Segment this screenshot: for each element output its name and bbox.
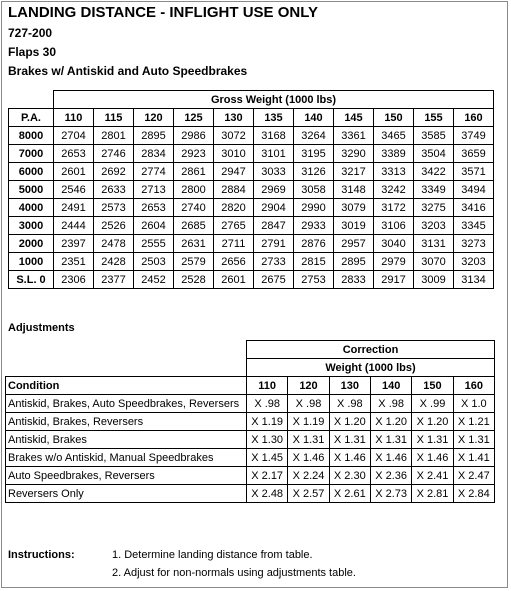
distance-cell: 2503 bbox=[134, 253, 174, 271]
correction-cell: X 1.19 bbox=[288, 413, 329, 431]
distance-cell: 2555 bbox=[134, 235, 174, 253]
correction-cell: X 2.57 bbox=[288, 485, 329, 503]
distance-cell: 3585 bbox=[414, 127, 454, 145]
distance-cell: 2653 bbox=[54, 145, 94, 163]
condition-cell: Antiskid, Brakes bbox=[6, 431, 247, 449]
distance-cell: 3040 bbox=[374, 235, 414, 253]
adj-weight-header-cell: 110 bbox=[247, 377, 288, 395]
weight-header-cell: 115 bbox=[94, 109, 134, 127]
distance-cell: 3072 bbox=[214, 127, 254, 145]
weight-header-cell: 130 bbox=[214, 109, 254, 127]
correction-cell: X 2.41 bbox=[412, 467, 453, 485]
table-row bbox=[9, 181, 494, 199]
correction-cell: X 2.48 bbox=[247, 485, 288, 503]
blank-cell bbox=[6, 359, 247, 377]
distance-cell: 3264 bbox=[294, 127, 334, 145]
distance-cell: 2601 bbox=[214, 271, 254, 289]
distance-cell: 2815 bbox=[294, 253, 334, 271]
distance-cell: 3389 bbox=[374, 145, 414, 163]
distance-cell: 2957 bbox=[334, 235, 374, 253]
distance-cell: 2791 bbox=[254, 235, 294, 253]
adjustments-table bbox=[5, 340, 495, 503]
distance-cell: 2801 bbox=[94, 127, 134, 145]
correction-cell: X 1.41 bbox=[453, 449, 494, 467]
distance-cell: 3019 bbox=[334, 217, 374, 235]
condition-cell: Antiskid, Brakes, Reversers bbox=[6, 413, 247, 431]
distance-cell: 2820 bbox=[214, 199, 254, 217]
weight-header-cell: 125 bbox=[174, 109, 214, 127]
table-row bbox=[9, 199, 494, 217]
pressure-altitude-cell: 2000 bbox=[9, 235, 54, 253]
correction-cell: X 1.20 bbox=[370, 413, 411, 431]
distance-cell: 2746 bbox=[94, 145, 134, 163]
distance-cell: 2713 bbox=[134, 181, 174, 199]
distance-cell: 2947 bbox=[214, 163, 254, 181]
distance-cell: 2692 bbox=[94, 163, 134, 181]
distance-cell: 2444 bbox=[54, 217, 94, 235]
pressure-altitude-cell: 3000 bbox=[9, 217, 54, 235]
flaps-label: Flaps 30 bbox=[8, 45, 57, 59]
distance-cell: 2546 bbox=[54, 181, 94, 199]
correction-cell: X 1.46 bbox=[370, 449, 411, 467]
correction-cell: X 2.17 bbox=[247, 467, 288, 485]
correction-cell: X 1.20 bbox=[329, 413, 370, 431]
adj-weight-header-cell: 160 bbox=[453, 377, 494, 395]
distance-cell: 2917 bbox=[374, 271, 414, 289]
weight-header-cell: 140 bbox=[294, 109, 334, 127]
distance-cell: 2834 bbox=[134, 145, 174, 163]
correction-header: Correction bbox=[247, 341, 495, 359]
weight-header-cell: 110 bbox=[54, 109, 94, 127]
correction-cell: X 2.24 bbox=[288, 467, 329, 485]
weight-header-cell: 155 bbox=[414, 109, 454, 127]
page-title: LANDING DISTANCE - INFLIGHT USE ONLY bbox=[8, 4, 319, 21]
condition-header-row bbox=[6, 377, 495, 395]
distance-cell: 2631 bbox=[174, 235, 214, 253]
distance-cell: 3010 bbox=[214, 145, 254, 163]
correction-cell: X 2.47 bbox=[453, 467, 494, 485]
weight-header-cell: 120 bbox=[134, 109, 174, 127]
correction-header-row bbox=[6, 341, 495, 359]
distance-cell: 3195 bbox=[294, 145, 334, 163]
distance-cell: 3465 bbox=[374, 127, 414, 145]
distance-cell: 2604 bbox=[134, 217, 174, 235]
table-row bbox=[6, 485, 495, 503]
distance-cell: 3416 bbox=[454, 199, 494, 217]
distance-cell: 2601 bbox=[54, 163, 94, 181]
correction-cell: X .99 bbox=[412, 395, 453, 413]
distance-cell: 2428 bbox=[94, 253, 134, 271]
distance-cell: 2491 bbox=[54, 199, 94, 217]
distance-cell: 3134 bbox=[454, 271, 494, 289]
correction-cell: X 1.19 bbox=[247, 413, 288, 431]
correction-cell: X 2.81 bbox=[412, 485, 453, 503]
adjustments-title: Adjustments bbox=[8, 322, 75, 334]
distance-cell: 2895 bbox=[134, 127, 174, 145]
distance-cell: 2711 bbox=[214, 235, 254, 253]
distance-cell: 2528 bbox=[174, 271, 214, 289]
distance-cell: 2685 bbox=[174, 217, 214, 235]
distance-cell: 3313 bbox=[374, 163, 414, 181]
correction-cell: X .98 bbox=[329, 395, 370, 413]
adj-weight-header-cell: 120 bbox=[288, 377, 329, 395]
distance-cell: 2861 bbox=[174, 163, 214, 181]
distance-cell: 2990 bbox=[294, 199, 334, 217]
weight-group-header: Weight (1000 lbs) bbox=[247, 359, 495, 377]
gross-weight-header: Gross Weight (1000 lbs) bbox=[54, 91, 494, 109]
distance-cell: 2452 bbox=[134, 271, 174, 289]
distance-cell: 3571 bbox=[454, 163, 494, 181]
pressure-altitude-cell: 7000 bbox=[9, 145, 54, 163]
distance-cell: 3749 bbox=[454, 127, 494, 145]
correction-cell: X .98 bbox=[288, 395, 329, 413]
condition-cell: Reversers Only bbox=[6, 485, 247, 503]
table-row bbox=[9, 235, 494, 253]
distance-cell: 2397 bbox=[54, 235, 94, 253]
correction-cell: X .98 bbox=[370, 395, 411, 413]
distance-cell: 3070 bbox=[414, 253, 454, 271]
distance-cell: 2904 bbox=[254, 199, 294, 217]
distance-cell: 3361 bbox=[334, 127, 374, 145]
distance-cell: 2377 bbox=[94, 271, 134, 289]
correction-cell: X 1.45 bbox=[247, 449, 288, 467]
distance-cell: 3058 bbox=[294, 181, 334, 199]
distance-cell: 3504 bbox=[414, 145, 454, 163]
correction-cell: X 2.36 bbox=[370, 467, 411, 485]
correction-cell: X 1.21 bbox=[453, 413, 494, 431]
adj-weight-header-cell: 150 bbox=[412, 377, 453, 395]
weight-header-cell: 150 bbox=[374, 109, 414, 127]
table-row bbox=[6, 413, 495, 431]
correction-cell: X 2.73 bbox=[370, 485, 411, 503]
distance-cell: 2656 bbox=[214, 253, 254, 271]
correction-cell: X 1.31 bbox=[412, 431, 453, 449]
pressure-altitude-cell: 1000 bbox=[9, 253, 54, 271]
correction-cell: X 1.31 bbox=[370, 431, 411, 449]
weight-group-header-row bbox=[6, 359, 495, 377]
distance-cell: 3131 bbox=[414, 235, 454, 253]
correction-cell: X 1.31 bbox=[288, 431, 329, 449]
distance-cell: 2526 bbox=[94, 217, 134, 235]
distance-cell: 2986 bbox=[174, 127, 214, 145]
pressure-altitude-cell: S.L. 0 bbox=[9, 271, 54, 289]
weight-header-cell: 135 bbox=[254, 109, 294, 127]
distance-cell: 2573 bbox=[94, 199, 134, 217]
distance-cell: 3126 bbox=[294, 163, 334, 181]
condition-cell: Brakes w/o Antiskid, Manual Speedbrakes bbox=[6, 449, 247, 467]
distance-cell: 3106 bbox=[374, 217, 414, 235]
distance-cell: 3168 bbox=[254, 127, 294, 145]
distance-cell: 2876 bbox=[294, 235, 334, 253]
distance-cell: 2579 bbox=[174, 253, 214, 271]
distance-cell: 2969 bbox=[254, 181, 294, 199]
distance-cell: 2478 bbox=[94, 235, 134, 253]
correction-cell: X 1.30 bbox=[247, 431, 288, 449]
distance-cell: 2774 bbox=[134, 163, 174, 181]
instruction-item: 2. Adjust for non-normals using adjustments table. bbox=[112, 567, 356, 579]
pa-header: P.A. bbox=[9, 109, 54, 127]
distance-cell: 2653 bbox=[134, 199, 174, 217]
weight-header-cell: 145 bbox=[334, 109, 374, 127]
blank-cell bbox=[9, 91, 54, 109]
distance-cell: 2753 bbox=[294, 271, 334, 289]
distance-cell: 2675 bbox=[254, 271, 294, 289]
distance-cell: 3349 bbox=[414, 181, 454, 199]
adj-weight-header-cell: 130 bbox=[329, 377, 370, 395]
condition-cell: Auto Speedbrakes, Reversers bbox=[6, 467, 247, 485]
correction-cell: X 1.31 bbox=[453, 431, 494, 449]
distance-cell: 3290 bbox=[334, 145, 374, 163]
table-row bbox=[6, 467, 495, 485]
distance-cell: 3217 bbox=[334, 163, 374, 181]
distance-cell: 3203 bbox=[454, 253, 494, 271]
table-row bbox=[9, 253, 494, 271]
table-row bbox=[6, 449, 495, 467]
distance-cell: 2884 bbox=[214, 181, 254, 199]
table-row bbox=[6, 395, 495, 413]
aircraft-label: 727-200 bbox=[8, 26, 53, 40]
distance-cell: 3422 bbox=[414, 163, 454, 181]
distance-cell: 3494 bbox=[454, 181, 494, 199]
distance-cell: 3659 bbox=[454, 145, 494, 163]
group-header-row bbox=[9, 91, 494, 109]
correction-cell: X 1.46 bbox=[412, 449, 453, 467]
pressure-altitude-cell: 4000 bbox=[9, 199, 54, 217]
distance-cell: 2895 bbox=[334, 253, 374, 271]
pressure-altitude-cell: 6000 bbox=[9, 163, 54, 181]
distance-cell: 2740 bbox=[174, 199, 214, 217]
table-row bbox=[9, 271, 494, 289]
distance-cell: 3079 bbox=[334, 199, 374, 217]
distance-cell: 3009 bbox=[414, 271, 454, 289]
condition-cell: Antiskid, Brakes, Auto Speedbrakes, Reversers bbox=[6, 395, 247, 413]
table-row bbox=[9, 163, 494, 181]
condition-header: Condition bbox=[6, 377, 247, 395]
instruction-item: 1. Determine landing distance from table. bbox=[112, 549, 313, 561]
table-row bbox=[9, 127, 494, 145]
config-label: Brakes w/ Antiskid and Auto Speedbrakes bbox=[8, 64, 248, 78]
distance-cell: 3273 bbox=[454, 235, 494, 253]
weight-header-row bbox=[9, 109, 494, 127]
distance-cell: 2833 bbox=[334, 271, 374, 289]
distance-cell: 3203 bbox=[414, 217, 454, 235]
correction-cell: X 1.46 bbox=[329, 449, 370, 467]
distance-cell: 2306 bbox=[54, 271, 94, 289]
distance-cell: 2933 bbox=[294, 217, 334, 235]
distance-cell: 2765 bbox=[214, 217, 254, 235]
distance-cell: 2923 bbox=[174, 145, 214, 163]
distance-cell: 2704 bbox=[54, 127, 94, 145]
distance-cell: 3275 bbox=[414, 199, 454, 217]
instructions-label: Instructions: bbox=[8, 549, 75, 561]
correction-cell: X .98 bbox=[247, 395, 288, 413]
distance-cell: 3242 bbox=[374, 181, 414, 199]
correction-cell: X 1.0 bbox=[453, 395, 494, 413]
table-row bbox=[9, 145, 494, 163]
correction-cell: X 1.31 bbox=[329, 431, 370, 449]
distance-cell: 3033 bbox=[254, 163, 294, 181]
table-row bbox=[6, 431, 495, 449]
distance-cell: 2733 bbox=[254, 253, 294, 271]
landing-distance-table bbox=[8, 90, 494, 289]
pressure-altitude-cell: 8000 bbox=[9, 127, 54, 145]
correction-cell: X 1.46 bbox=[288, 449, 329, 467]
correction-cell: X 2.84 bbox=[453, 485, 494, 503]
distance-cell: 3172 bbox=[374, 199, 414, 217]
correction-cell: X 1.20 bbox=[412, 413, 453, 431]
distance-cell: 3148 bbox=[334, 181, 374, 199]
pressure-altitude-cell: 5000 bbox=[9, 181, 54, 199]
distance-cell: 2633 bbox=[94, 181, 134, 199]
blank-cell bbox=[6, 341, 247, 359]
adj-weight-header-cell: 140 bbox=[370, 377, 411, 395]
distance-cell: 2979 bbox=[374, 253, 414, 271]
correction-cell: X 2.30 bbox=[329, 467, 370, 485]
distance-cell: 2351 bbox=[54, 253, 94, 271]
weight-header-cell: 160 bbox=[454, 109, 494, 127]
distance-cell: 2847 bbox=[254, 217, 294, 235]
distance-cell: 3101 bbox=[254, 145, 294, 163]
distance-cell: 2800 bbox=[174, 181, 214, 199]
distance-cell: 3345 bbox=[454, 217, 494, 235]
table-row bbox=[9, 217, 494, 235]
correction-cell: X 2.61 bbox=[329, 485, 370, 503]
